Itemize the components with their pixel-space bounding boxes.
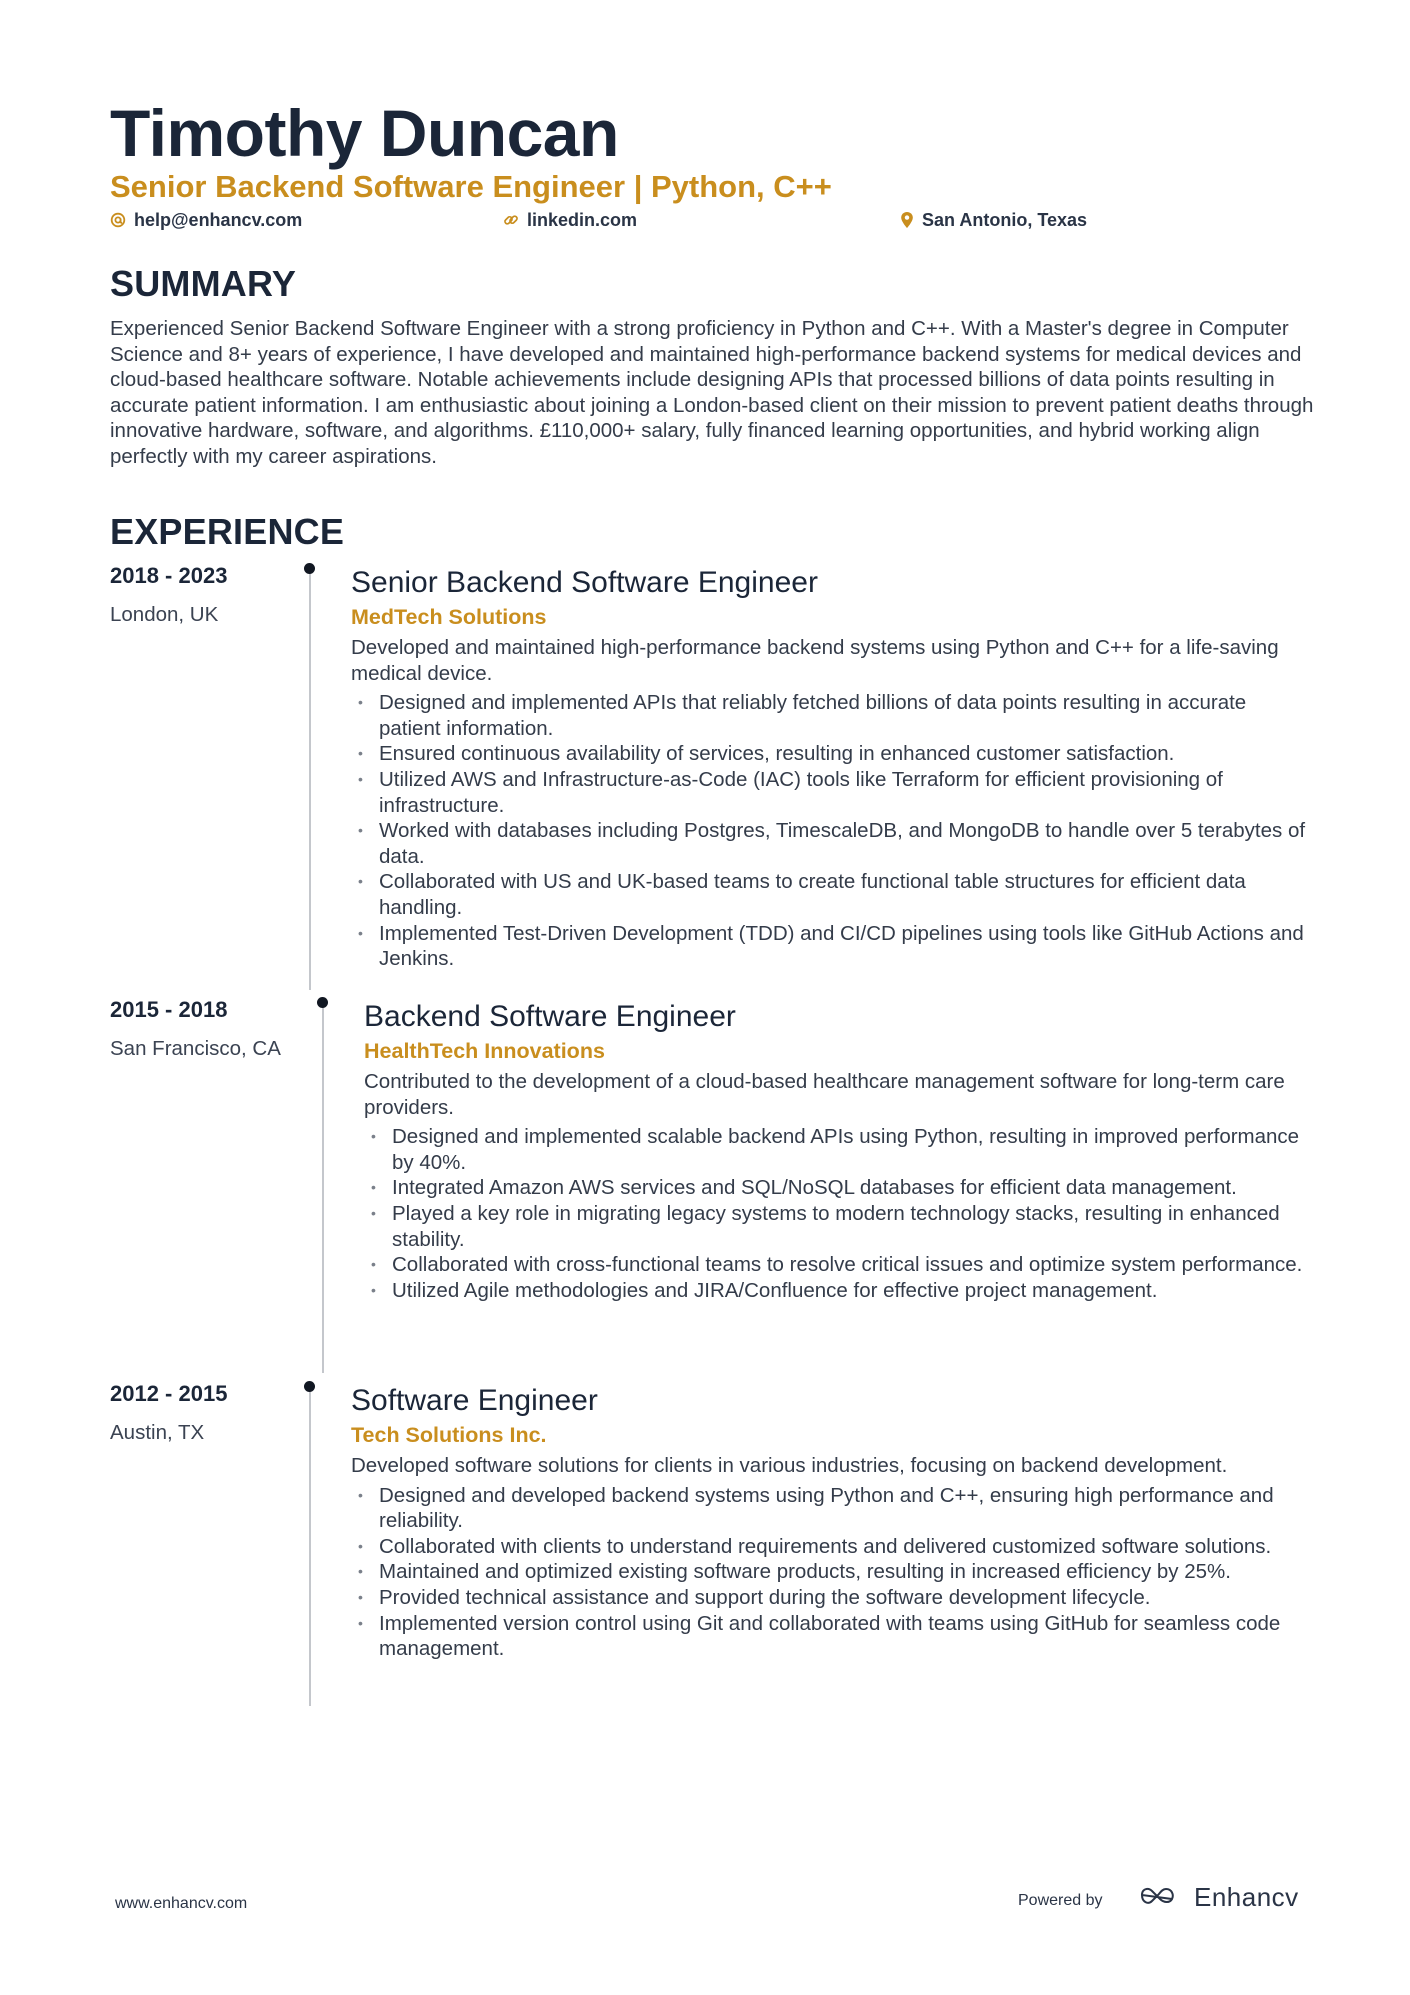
bullet-text: Implemented Test-Driven Development (TDD) and CI/CD pipelines using tools like GitHub Actions and Jenkins. — [379, 921, 1304, 971]
bullet-icon: • — [358, 1563, 363, 1580]
experience-entry-1-meta — [110, 562, 310, 628]
timeline-line — [322, 1001, 324, 1373]
entry-dates: 2012 - 2015 — [110, 1381, 228, 1406]
location-pin-icon — [900, 211, 914, 229]
list-item — [364, 1124, 1324, 1175]
list-item — [351, 1483, 1311, 1534]
list-item — [351, 767, 1311, 818]
summary-text: Experienced Senior Backend Software Engineer with a strong proficiency in Python and C++. With a Master's degree in Computer Science and 8+ years of experience, I have developed and maintained high-performance backend systems for medical devices and cloud-based healthcare software. Notable achievements include designing APIs that processed billions of data points resulting in accurate patient information. I am enthusiastic about joining a London-based client on their mission to prevent patient deaths through innovative hardware, software, and algorithms. £110,000+ salary, fully financed learning opportunities, and hybrid working align perfectly with my career aspirations. — [110, 317, 1314, 468]
list-item — [351, 741, 1311, 767]
entry-dates: 2018 - 2023 — [110, 563, 228, 588]
list-item — [351, 1534, 1311, 1560]
bullet-icon: • — [358, 1537, 363, 1554]
bullet-text: Utilized AWS and Infrastructure-as-Code (IAC) tools like Terraform for efficient provisioning of infrastructure. — [379, 767, 1223, 817]
bullet-icon: • — [358, 694, 363, 711]
bullet-icon: • — [371, 1128, 376, 1145]
contact-location-text: San Antonio, Texas — [922, 210, 1088, 230]
entry-description: Developed and maintained high-performance backend systems using Python and C++ for a life-saving medical device. — [351, 636, 1279, 685]
list-item — [364, 1252, 1324, 1278]
timeline-line — [309, 567, 311, 990]
bullet-icon: • — [371, 1256, 376, 1273]
bullet-icon: • — [358, 745, 363, 762]
list-item — [351, 1559, 1311, 1585]
contact-email-text: help@enhancv.com — [134, 210, 303, 230]
entry-role: Senior Backend Software Engineer — [351, 566, 818, 599]
contact-location — [900, 207, 1087, 233]
summary-heading: SUMMARY — [110, 263, 297, 304]
entry-location: London, UK — [110, 603, 219, 626]
bullet-icon: • — [371, 1204, 376, 1221]
bullet-text: Collaborated with clients to understand requirements and delivered customized software solutions. — [379, 1534, 1272, 1558]
bullet-text: Designed and developed backend systems using Python and C++, ensuring high performance and reliability. — [379, 1483, 1274, 1533]
list-item — [351, 818, 1311, 869]
bullet-icon: • — [358, 1614, 363, 1631]
bullet-icon: • — [358, 1486, 363, 1503]
bullet-icon: • — [358, 770, 363, 787]
bullet-text: Integrated Amazon AWS services and SQL/NoSQL databases for efficient data management. — [392, 1176, 1237, 1200]
experience-entry-1 — [351, 565, 1311, 972]
experience-entry-3 — [351, 1383, 1311, 1662]
list-item — [364, 1175, 1324, 1201]
entry-location: San Francisco, CA — [110, 1037, 281, 1060]
bullet-icon: • — [358, 822, 363, 839]
bullet-icon: • — [358, 873, 363, 890]
experience-entry-2 — [364, 999, 1324, 1303]
candidate-title: Senior Backend Software Engineer | Python, C++ — [110, 169, 832, 204]
experience-entry-3-meta — [110, 1380, 310, 1446]
enhancv-logo-icon — [1138, 1883, 1184, 1912]
bullet-text: Worked with databases including Postgres, TimescaleDB, and MongoDB to handle over 5 terabytes of data. — [379, 819, 1306, 868]
list-item — [364, 1278, 1324, 1304]
footer-url[interactable]: www.enhancv.com — [115, 1895, 248, 1912]
list-item — [351, 1585, 1311, 1611]
bullet-text: Designed and implemented APIs that reliably fetched billions of data points resulting in accurate patient information. — [379, 691, 1247, 740]
contact-email[interactable] — [110, 207, 302, 233]
bullet-text: Played a key role in migrating legacy systems to modern technology stacks, resulting in enhanced stability. — [392, 1201, 1280, 1251]
timeline-line — [309, 1385, 311, 1706]
footer-brand-text: Enhancv — [1194, 1882, 1299, 1912]
entry-company: HealthTech Innovations — [364, 1039, 605, 1063]
link-icon — [503, 212, 519, 228]
candidate-name: Timothy Duncan — [110, 96, 619, 170]
entry-location: Austin, TX — [110, 1421, 205, 1444]
bullet-icon: • — [358, 1588, 363, 1605]
entry-description: Developed software solutions for clients in various industries, focusing on backend development. — [351, 1454, 1228, 1477]
entry-company: MedTech Solutions — [351, 605, 547, 629]
contact-linkedin-text: linkedin.com — [527, 210, 638, 230]
timeline-dot — [304, 563, 315, 574]
bullet-text: Provided technical assistance and support during the software development lifecycle. — [379, 1585, 1151, 1609]
entry-company: Tech Solutions Inc. — [351, 1423, 547, 1447]
bullet-text: Collaborated with US and UK-based teams to create functional table structures for efficient data handling. — [379, 870, 1246, 919]
contact-linkedin[interactable] — [503, 207, 637, 233]
list-item — [351, 690, 1311, 741]
bullet-text: Maintained and optimized existing software products, resulting in increased efficiency by 25%. — [379, 1560, 1231, 1584]
experience-entry-2-meta — [110, 996, 310, 1062]
entry-bullet-list — [351, 1483, 1311, 1662]
bullet-icon: • — [358, 924, 363, 941]
entry-dates: 2015 - 2018 — [110, 997, 228, 1022]
timeline-dot — [317, 997, 328, 1008]
list-item — [351, 921, 1311, 972]
entry-description: Contributed to the development of a cloud-based healthcare management software for long-term care providers. — [364, 1070, 1285, 1119]
bullet-text: Designed and implemented scalable backend APIs using Python, resulting in improved performance by 40%. — [392, 1125, 1300, 1174]
experience-heading: EXPERIENCE — [110, 511, 345, 552]
entry-bullet-list — [364, 1124, 1324, 1303]
list-item — [351, 869, 1311, 920]
footer-powered-by: Powered by — [1018, 1892, 1103, 1909]
list-item — [364, 1201, 1324, 1252]
bullet-icon: • — [371, 1179, 376, 1196]
bullet-text: Ensured continuous availability of services, resulting in enhanced customer satisfaction. — [379, 742, 1175, 766]
footer-brand[interactable] — [1138, 1882, 1299, 1913]
entry-role: Backend Software Engineer — [364, 1000, 736, 1033]
timeline-dot — [304, 1381, 315, 1392]
bullet-icon: • — [371, 1281, 376, 1298]
entry-bullet-list — [351, 690, 1311, 972]
bullet-text: Implemented version control using Git and collaborated with teams using GitHub for seamless code management. — [379, 1611, 1281, 1661]
list-item — [351, 1611, 1311, 1662]
at-icon — [110, 212, 126, 228]
entry-role: Software Engineer — [351, 1384, 598, 1417]
bullet-text: Utilized Agile methodologies and JIRA/Confluence for effective project management. — [392, 1278, 1158, 1302]
bullet-text: Collaborated with cross-functional teams to resolve critical issues and optimize system performance. — [392, 1253, 1303, 1277]
